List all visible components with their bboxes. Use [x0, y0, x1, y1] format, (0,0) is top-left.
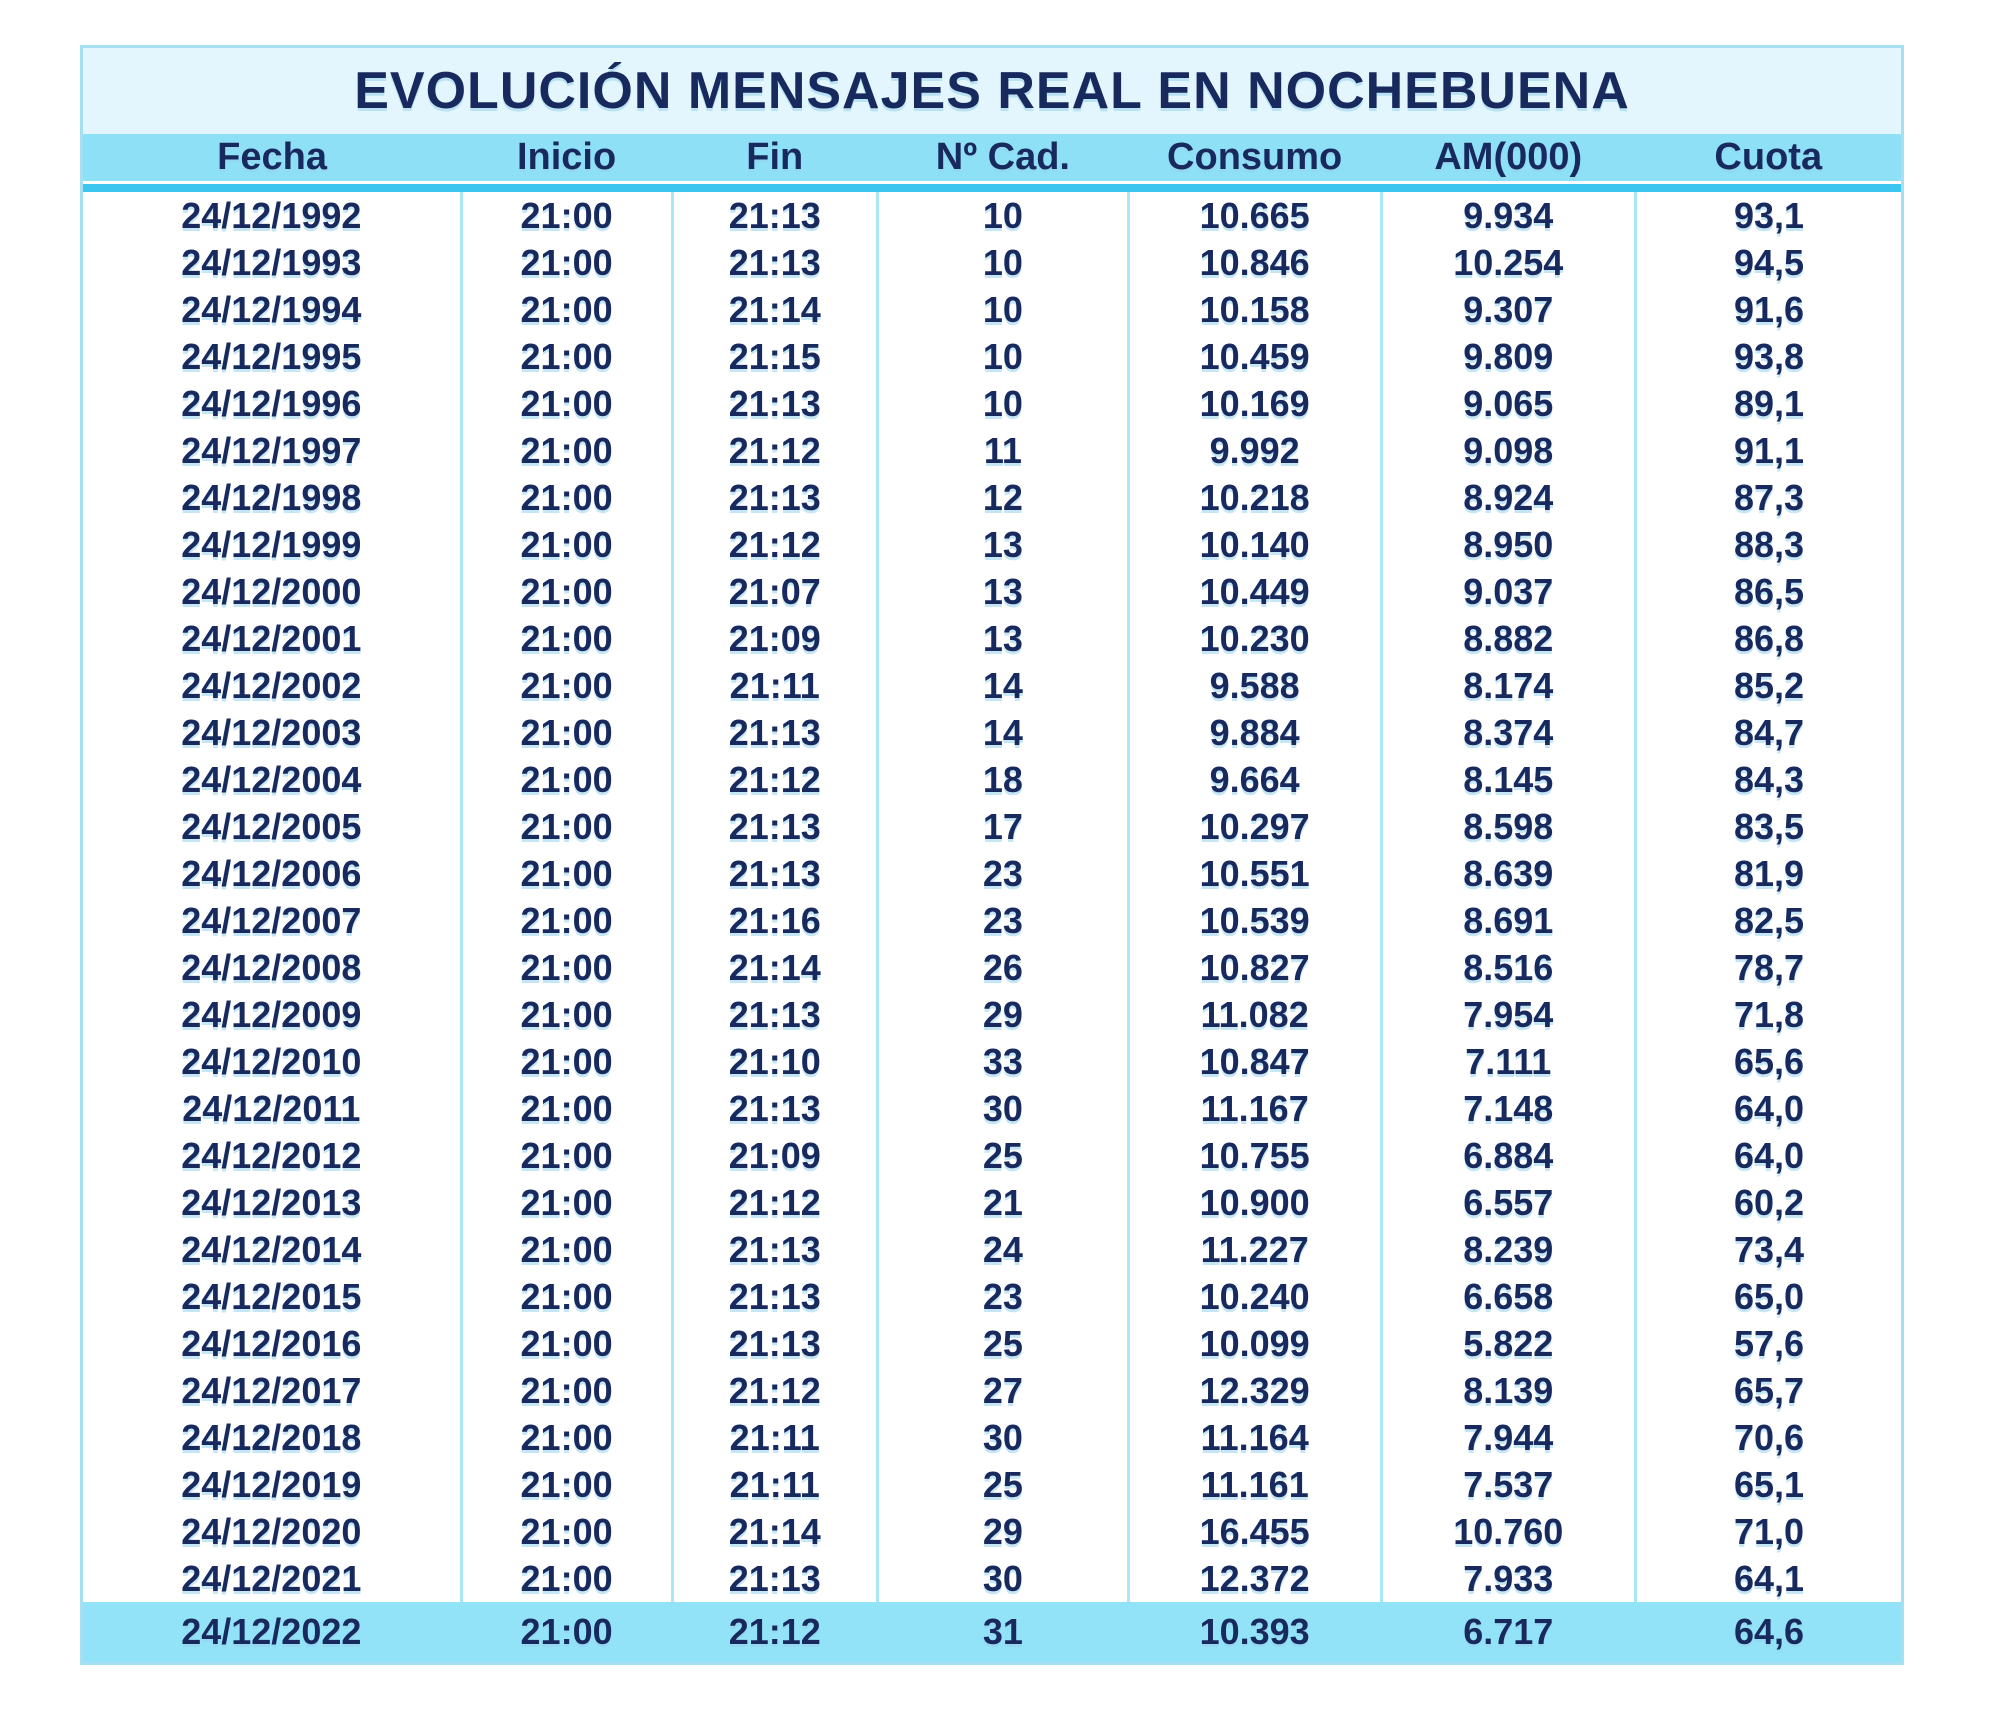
cell-inicio: 21:00	[461, 1508, 672, 1555]
table-row	[83, 521, 1901, 568]
cell-fin: 21:12	[672, 521, 877, 568]
cell-cuota: 87,3	[1636, 474, 1901, 521]
evolution-table	[80, 45, 1904, 1665]
cell-fecha: 24/12/2009	[181, 993, 362, 1035]
cell-inicio: 21:00	[461, 474, 672, 521]
cell-am-000: 8.516	[1381, 944, 1636, 991]
cell-consumo: 10.240	[1128, 1273, 1381, 1320]
cell-num-cadenas: 27	[877, 1367, 1128, 1414]
cell-cuota: 64,6	[1636, 1602, 1901, 1662]
cell-num-cadenas: 10	[877, 239, 1128, 286]
cell-inicio: 21:00	[461, 1273, 672, 1320]
cell-consumo: 11.167	[1128, 1085, 1381, 1132]
cell-consumo: 12.329	[1128, 1367, 1381, 1414]
cell-fecha: 24/12/1994	[181, 288, 362, 330]
cell-num-cadenas: 30	[877, 1085, 1128, 1132]
cell-inicio: 21:00	[461, 897, 672, 944]
table-row	[83, 662, 1901, 709]
cell-cuota: 57,6	[1636, 1320, 1901, 1367]
cell-inicio: 21:00	[461, 803, 672, 850]
cell-num-cadenas: 23	[877, 850, 1128, 897]
cell-am-000: 6.884	[1381, 1132, 1636, 1179]
cell-fin: 21:14	[672, 286, 877, 333]
cell-inicio: 21:00	[461, 1461, 672, 1508]
cell-fecha: 24/12/2015	[181, 1275, 362, 1317]
table-row	[83, 1461, 1901, 1508]
table-row	[83, 897, 1901, 944]
cell-fin: 21:13	[672, 1273, 877, 1320]
col-header-fin: Fin	[672, 134, 877, 182]
table-row	[83, 333, 1901, 380]
cell-cuota: 88,3	[1636, 521, 1901, 568]
cell-am-000: 9.809	[1381, 333, 1636, 380]
table-row	[83, 1132, 1901, 1179]
cell-consumo: 10.846	[1128, 239, 1381, 286]
cell-cuota: 89,1	[1636, 380, 1901, 427]
cell-consumo: 10.297	[1128, 803, 1381, 850]
cell-num-cadenas: 25	[877, 1132, 1128, 1179]
cell-cuota: 81,9	[1636, 850, 1901, 897]
cell-cuota: 93,1	[1636, 192, 1901, 239]
cell-inicio: 21:00	[461, 944, 672, 991]
table-row	[83, 1085, 1901, 1132]
col-header-inicio: Inicio	[461, 134, 672, 182]
table-row	[83, 756, 1901, 803]
cell-am-000: 10.760	[1381, 1508, 1636, 1555]
cell-cuota: 70,6	[1636, 1414, 1901, 1461]
cell-cuota: 71,8	[1636, 991, 1901, 1038]
cell-inicio: 21:00	[461, 1320, 672, 1367]
cell-fecha: 24/12/1997	[181, 429, 362, 471]
cell-fin: 21:13	[672, 1226, 877, 1273]
cell-fecha: 24/12/2004	[181, 758, 362, 800]
table-row	[83, 1226, 1901, 1273]
cell-inicio: 21:00	[461, 1038, 672, 1085]
table-row	[83, 1602, 1901, 1662]
cell-fin: 21:11	[672, 1461, 877, 1508]
cell-consumo: 10.755	[1128, 1132, 1381, 1179]
cell-fecha: 24/12/2008	[181, 946, 362, 988]
cell-fin: 21:12	[672, 1602, 877, 1662]
cell-consumo: 9.664	[1128, 756, 1381, 803]
cell-am-000: 6.658	[1381, 1273, 1636, 1320]
cell-cuota: 91,6	[1636, 286, 1901, 333]
cell-fecha: 24/12/1996	[181, 382, 362, 424]
cell-consumo: 10.218	[1128, 474, 1381, 521]
cell-inicio: 21:00	[461, 850, 672, 897]
cell-fin: 21:13	[672, 474, 877, 521]
cell-fecha: 24/12/2013	[181, 1181, 362, 1223]
cell-inicio: 21:00	[461, 756, 672, 803]
cell-num-cadenas: 13	[877, 615, 1128, 662]
cell-cuota: 83,5	[1636, 803, 1901, 850]
cell-consumo: 10.169	[1128, 380, 1381, 427]
cell-num-cadenas: 18	[877, 756, 1128, 803]
cell-inicio: 21:00	[461, 1179, 672, 1226]
header-divider-bar	[83, 182, 1901, 192]
cell-num-cadenas: 24	[877, 1226, 1128, 1273]
cell-fin: 21:13	[672, 803, 877, 850]
cell-fecha: 24/12/1998	[181, 476, 362, 518]
cell-inicio: 21:00	[461, 380, 672, 427]
cell-fecha: 24/12/2007	[181, 899, 362, 941]
cell-fin: 21:12	[672, 756, 877, 803]
cell-consumo: 10.393	[1128, 1602, 1381, 1662]
table-row	[83, 1508, 1901, 1555]
cell-inicio: 21:00	[461, 1555, 672, 1602]
cell-consumo: 11.161	[1128, 1461, 1381, 1508]
cell-num-cadenas: 10	[877, 380, 1128, 427]
cell-consumo: 9.588	[1128, 662, 1381, 709]
cell-am-000: 7.933	[1381, 1555, 1636, 1602]
cell-consumo: 9.992	[1128, 427, 1381, 474]
col-header-fecha: Fecha	[83, 134, 461, 182]
cell-num-cadenas: 31	[877, 1602, 1128, 1662]
cell-cuota: 86,8	[1636, 615, 1901, 662]
cell-cuota: 65,1	[1636, 1461, 1901, 1508]
cell-fin: 21:13	[672, 1085, 877, 1132]
cell-fecha: 24/12/2017	[181, 1369, 362, 1411]
cell-inicio: 21:00	[461, 1226, 672, 1273]
cell-consumo: 10.140	[1128, 521, 1381, 568]
cell-num-cadenas: 11	[877, 427, 1128, 474]
cell-fin: 21:09	[672, 615, 877, 662]
cell-num-cadenas: 30	[877, 1414, 1128, 1461]
table-row	[83, 427, 1901, 474]
cell-cuota: 82,5	[1636, 897, 1901, 944]
cell-fecha: 24/12/2011	[182, 1087, 361, 1129]
cell-inicio: 21:00	[461, 662, 672, 709]
cell-am-000: 8.239	[1381, 1226, 1636, 1273]
cell-num-cadenas: 14	[877, 662, 1128, 709]
cell-am-000: 7.111	[1381, 1038, 1636, 1085]
cell-consumo: 10.449	[1128, 568, 1381, 615]
cell-fecha: 24/12/1992	[181, 194, 362, 236]
cell-fecha: 24/12/2006	[181, 852, 362, 894]
cell-fin: 21:11	[672, 662, 877, 709]
cell-fin: 21:14	[672, 1508, 877, 1555]
cell-fecha: 24/12/2014	[181, 1228, 362, 1270]
cell-num-cadenas: 25	[877, 1461, 1128, 1508]
cell-consumo: 16.455	[1128, 1508, 1381, 1555]
cell-fecha: 24/12/2019	[181, 1463, 362, 1505]
cell-cuota: 65,0	[1636, 1273, 1901, 1320]
cell-fin: 21:13	[672, 991, 877, 1038]
cell-am-000: 7.148	[1381, 1085, 1636, 1132]
table-row	[83, 239, 1901, 286]
cell-consumo: 11.164	[1128, 1414, 1381, 1461]
cell-fin: 21:09	[672, 1132, 877, 1179]
cell-cuota: 65,6	[1636, 1038, 1901, 1085]
cell-inicio: 21:00	[461, 991, 672, 1038]
cell-inicio: 21:00	[461, 192, 672, 239]
cell-am-000: 8.145	[1381, 756, 1636, 803]
cell-fin: 21:10	[672, 1038, 877, 1085]
cell-consumo: 10.827	[1128, 944, 1381, 991]
cell-num-cadenas: 30	[877, 1555, 1128, 1602]
table-row	[83, 944, 1901, 991]
col-header-consumo: Consumo	[1128, 134, 1381, 182]
data-table	[83, 134, 1901, 1662]
cell-am-000: 8.924	[1381, 474, 1636, 521]
cell-fin: 21:12	[672, 427, 877, 474]
cell-cuota: 60,2	[1636, 1179, 1901, 1226]
cell-inicio: 21:00	[461, 333, 672, 380]
cell-cuota: 65,7	[1636, 1367, 1901, 1414]
cell-inicio: 21:00	[461, 615, 672, 662]
cell-consumo: 10.099	[1128, 1320, 1381, 1367]
header-row	[83, 134, 1901, 182]
cell-cuota: 91,1	[1636, 427, 1901, 474]
cell-num-cadenas: 33	[877, 1038, 1128, 1085]
cell-am-000: 9.934	[1381, 192, 1636, 239]
cell-fin: 21:16	[672, 897, 877, 944]
cell-fecha: 24/12/2018	[181, 1416, 362, 1458]
cell-consumo: 11.082	[1128, 991, 1381, 1038]
cell-inicio: 21:00	[461, 521, 672, 568]
cell-fin: 21:14	[672, 944, 877, 991]
cell-inicio: 21:00	[461, 427, 672, 474]
cell-fecha: 24/12/2001	[181, 617, 362, 659]
cell-cuota: 84,3	[1636, 756, 1901, 803]
cell-am-000: 7.537	[1381, 1461, 1636, 1508]
table-row	[83, 380, 1901, 427]
cell-am-000: 5.822	[1381, 1320, 1636, 1367]
cell-num-cadenas: 13	[877, 568, 1128, 615]
cell-num-cadenas: 17	[877, 803, 1128, 850]
cell-am-000: 7.944	[1381, 1414, 1636, 1461]
table-row	[83, 991, 1901, 1038]
cell-fin: 21:15	[672, 333, 877, 380]
col-header-num-cadenas: Nº Cad.	[877, 134, 1128, 182]
cell-consumo: 10.847	[1128, 1038, 1381, 1085]
cell-am-000: 6.717	[1381, 1602, 1636, 1662]
cell-cuota: 71,0	[1636, 1508, 1901, 1555]
cell-am-000: 8.598	[1381, 803, 1636, 850]
col-header-am-000: AM(000)	[1381, 134, 1636, 182]
table-row	[83, 1179, 1901, 1226]
cell-fecha: 24/12/1999	[181, 523, 362, 565]
cell-am-000: 7.954	[1381, 991, 1636, 1038]
cell-inicio: 21:00	[461, 1414, 672, 1461]
cell-am-000: 8.882	[1381, 615, 1636, 662]
cell-fecha: 24/12/2003	[181, 711, 362, 753]
cell-am-000: 8.639	[1381, 850, 1636, 897]
cell-inicio: 21:00	[461, 709, 672, 756]
cell-am-000: 9.065	[1381, 380, 1636, 427]
table-row	[83, 192, 1901, 239]
cell-fin: 21:13	[672, 1320, 877, 1367]
cell-cuota: 64,0	[1636, 1132, 1901, 1179]
cell-fin: 21:13	[672, 239, 877, 286]
cell-consumo: 10.158	[1128, 286, 1381, 333]
cell-num-cadenas: 23	[877, 1273, 1128, 1320]
cell-fin: 21:12	[672, 1367, 877, 1414]
cell-consumo: 12.372	[1128, 1555, 1381, 1602]
cell-fecha: 24/12/2021	[181, 1557, 362, 1599]
cell-am-000: 8.950	[1381, 521, 1636, 568]
table-row	[83, 803, 1901, 850]
cell-num-cadenas: 14	[877, 709, 1128, 756]
cell-num-cadenas: 10	[877, 333, 1128, 380]
cell-fecha: 24/12/2022	[83, 1602, 461, 1662]
cell-fecha: 24/12/2010	[181, 1040, 362, 1082]
table-row	[83, 1414, 1901, 1461]
table-row	[83, 1320, 1901, 1367]
cell-fecha: 24/12/2016	[181, 1322, 362, 1364]
cell-cuota: 86,5	[1636, 568, 1901, 615]
cell-inicio: 21:00	[461, 568, 672, 615]
cell-consumo: 10.665	[1128, 192, 1381, 239]
cell-num-cadenas: 25	[877, 1320, 1128, 1367]
cell-fecha: 24/12/1995	[181, 335, 362, 377]
table-title: EVOLUCIÓN MENSAJES REAL EN NOCHEBUENA	[83, 48, 1901, 134]
table-row	[83, 709, 1901, 756]
cell-consumo: 10.900	[1128, 1179, 1381, 1226]
col-header-cuota: Cuota	[1636, 134, 1901, 182]
cell-fin: 21:13	[672, 709, 877, 756]
cell-inicio: 21:00	[461, 239, 672, 286]
table-row	[83, 286, 1901, 333]
cell-fecha: 24/12/2012	[181, 1134, 362, 1176]
cell-inicio: 21:00	[461, 1602, 672, 1662]
cell-consumo: 11.227	[1128, 1226, 1381, 1273]
cell-num-cadenas: 10	[877, 286, 1128, 333]
cell-num-cadenas: 29	[877, 1508, 1128, 1555]
cell-fecha: 24/12/1993	[181, 241, 362, 283]
cell-inicio: 21:00	[461, 1367, 672, 1414]
cell-num-cadenas: 29	[877, 991, 1128, 1038]
cell-cuota: 84,7	[1636, 709, 1901, 756]
cell-consumo: 10.459	[1128, 333, 1381, 380]
cell-am-000: 8.139	[1381, 1367, 1636, 1414]
cell-am-000: 8.374	[1381, 709, 1636, 756]
cell-fin: 21:07	[672, 568, 877, 615]
cell-consumo: 10.539	[1128, 897, 1381, 944]
cell-cuota: 64,1	[1636, 1555, 1901, 1602]
table-body	[83, 192, 1901, 1662]
cell-fin: 21:13	[672, 1555, 877, 1602]
cell-am-000: 6.557	[1381, 1179, 1636, 1226]
cell-fin: 21:13	[672, 380, 877, 427]
table-row	[83, 615, 1901, 662]
table-row	[83, 568, 1901, 615]
table-row	[83, 1038, 1901, 1085]
cell-consumo: 10.230	[1128, 615, 1381, 662]
cell-fin: 21:12	[672, 1179, 877, 1226]
cell-consumo: 9.884	[1128, 709, 1381, 756]
cell-fecha: 24/12/2020	[181, 1510, 362, 1552]
cell-cuota: 85,2	[1636, 662, 1901, 709]
cell-am-000: 9.307	[1381, 286, 1636, 333]
table-row	[83, 474, 1901, 521]
cell-cuota: 64,0	[1636, 1085, 1901, 1132]
cell-fin: 21:13	[672, 192, 877, 239]
cell-fecha: 24/12/2002	[181, 664, 362, 706]
cell-num-cadenas: 26	[877, 944, 1128, 991]
cell-num-cadenas: 12	[877, 474, 1128, 521]
cell-am-000: 9.037	[1381, 568, 1636, 615]
cell-inicio: 21:00	[461, 1132, 672, 1179]
cell-inicio: 21:00	[461, 1085, 672, 1132]
cell-am-000: 8.691	[1381, 897, 1636, 944]
cell-cuota: 93,8	[1636, 333, 1901, 380]
cell-am-000: 8.174	[1381, 662, 1636, 709]
cell-inicio: 21:00	[461, 286, 672, 333]
cell-num-cadenas: 10	[877, 192, 1128, 239]
cell-fecha: 24/12/2000	[181, 570, 362, 612]
cell-fecha: 24/12/2005	[181, 805, 362, 847]
cell-am-000: 9.098	[1381, 427, 1636, 474]
table-row	[83, 1367, 1901, 1414]
cell-num-cadenas: 13	[877, 521, 1128, 568]
cell-cuota: 73,4	[1636, 1226, 1901, 1273]
cell-cuota: 78,7	[1636, 944, 1901, 991]
cell-num-cadenas: 23	[877, 897, 1128, 944]
table-row	[83, 1273, 1901, 1320]
table-row	[83, 1555, 1901, 1602]
cell-am-000: 10.254	[1381, 239, 1636, 286]
cell-num-cadenas: 21	[877, 1179, 1128, 1226]
cell-consumo: 10.551	[1128, 850, 1381, 897]
table-row	[83, 850, 1901, 897]
cell-cuota: 94,5	[1636, 239, 1901, 286]
cell-fin: 21:11	[672, 1414, 877, 1461]
cell-fin: 21:13	[672, 850, 877, 897]
